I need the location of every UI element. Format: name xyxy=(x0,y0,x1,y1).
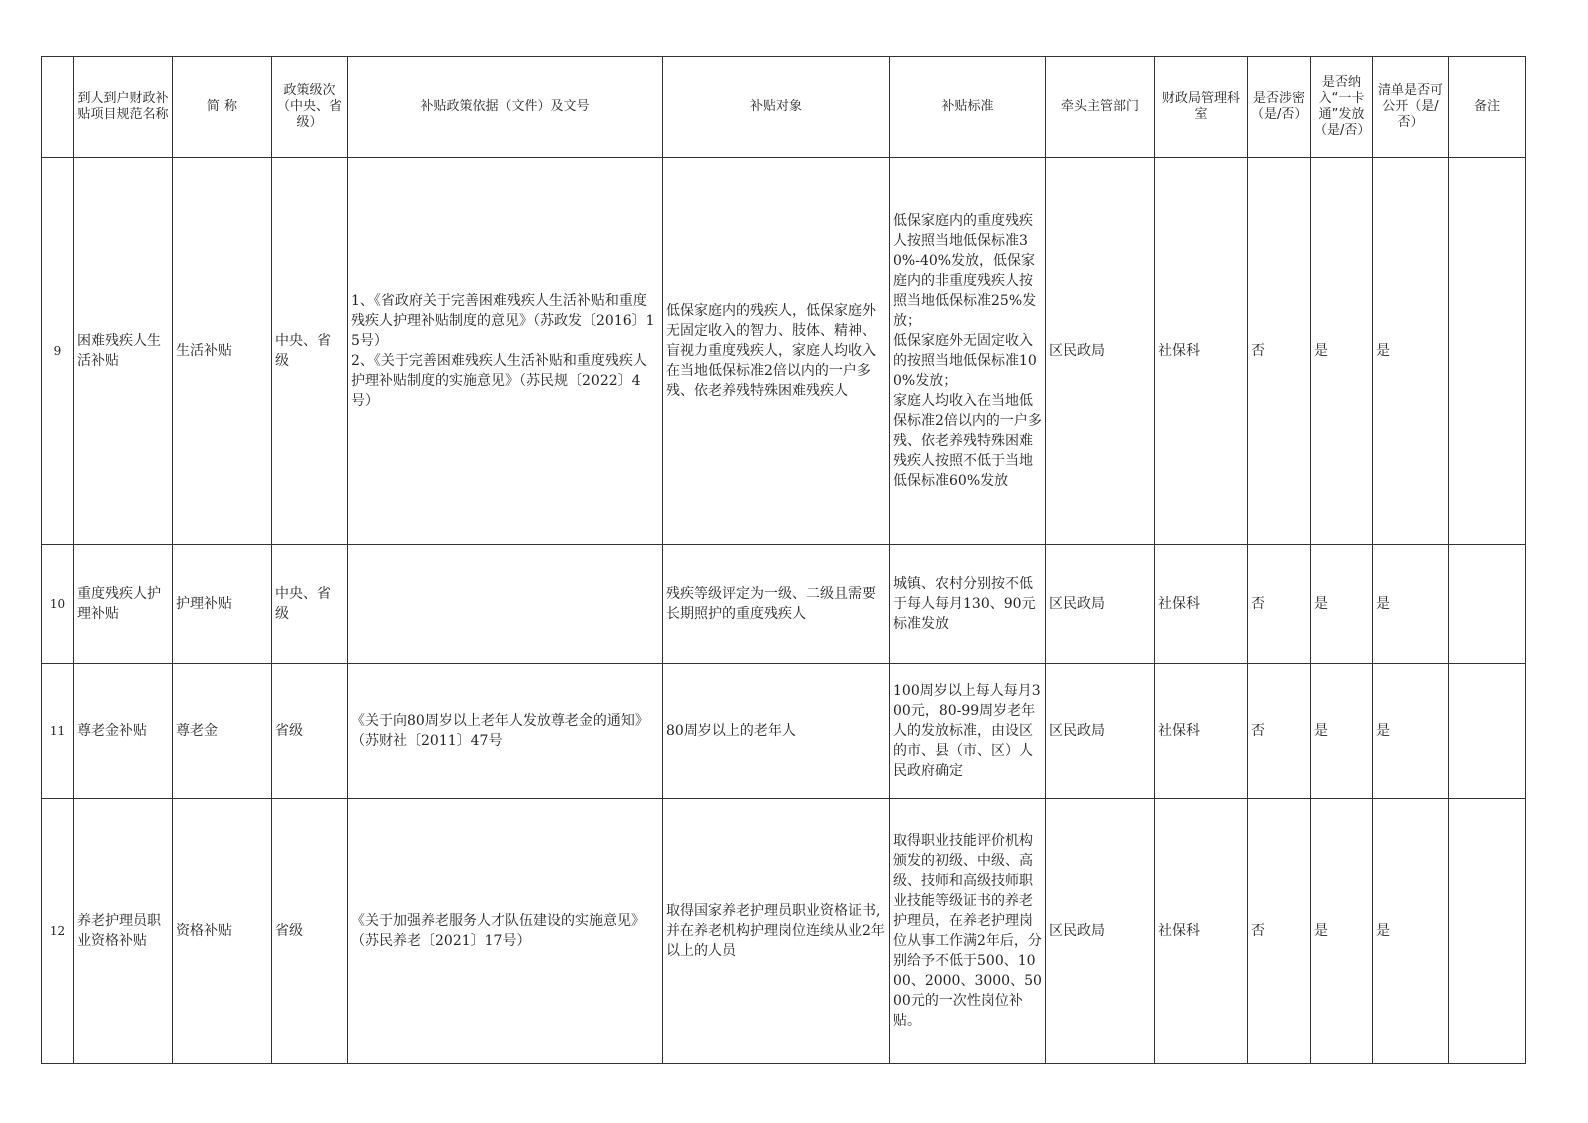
header-short-name: 简 称 xyxy=(173,57,272,158)
public-flag: 是 xyxy=(1373,799,1449,1064)
header-one-card: 是否纳入“一卡通”发放（是/否） xyxy=(1311,57,1373,158)
table-row xyxy=(42,545,1526,664)
short-name: 资格补贴 xyxy=(173,799,272,1064)
row-number: 9 xyxy=(42,158,74,545)
note xyxy=(1449,799,1526,1064)
policy-basis: 《关于加强养老服务人才队伍建设的实施意见》（苏民养老〔2021〕17号） xyxy=(348,799,663,1064)
lead-dept: 区民政局 xyxy=(1046,664,1155,799)
policy-level: 省级 xyxy=(272,799,348,1064)
policy-level: 省级 xyxy=(272,664,348,799)
subsidy-target: 取得国家养老护理员职业资格证书,并在养老机构护理岗位连续从业2年以上的人员 xyxy=(663,799,890,1064)
header-public: 清单是否可公开（是/否） xyxy=(1373,57,1449,158)
policy-level: 中央、省级 xyxy=(272,158,348,545)
subsidy-target: 80周岁以上的老年人 xyxy=(663,664,890,799)
secret-flag: 否 xyxy=(1248,664,1311,799)
public-flag: 是 xyxy=(1373,158,1449,545)
header-policy-basis: 补贴政策依据（文件）及文号 xyxy=(348,57,663,158)
row-number: 11 xyxy=(42,664,74,799)
header-row xyxy=(42,57,1526,158)
public-flag: 是 xyxy=(1373,545,1449,664)
lead-dept: 区民政局 xyxy=(1046,158,1155,545)
policy-basis xyxy=(348,545,663,664)
header-standard: 补贴标准 xyxy=(890,57,1046,158)
note xyxy=(1449,664,1526,799)
header-target: 补贴对象 xyxy=(663,57,890,158)
one-card-flag: 是 xyxy=(1311,545,1373,664)
note xyxy=(1449,545,1526,664)
subsidy-target: 残疾等级评定为一级、二级且需要长期照护的重度残疾人 xyxy=(663,545,890,664)
table-row xyxy=(42,158,1526,545)
table-row xyxy=(42,664,1526,799)
short-name: 生活补贴 xyxy=(173,158,272,545)
row-number: 10 xyxy=(42,545,74,664)
header-index xyxy=(42,57,74,158)
row-number: 12 xyxy=(42,799,74,1064)
short-name: 尊老金 xyxy=(173,664,272,799)
project-name: 养老护理员职业资格补贴 xyxy=(74,799,173,1064)
lead-dept: 区民政局 xyxy=(1046,545,1155,664)
header-project-name: 到人到户财政补贴项目规范名称 xyxy=(74,57,173,158)
header-policy-level: 政策级次（中央、省级） xyxy=(272,57,348,158)
table-row xyxy=(42,799,1526,1064)
subsidy-table xyxy=(41,56,1526,1064)
subsidy-standard: 低保家庭内的重度残疾人按照当地低保标准30%-40%发放，低保家庭内的非重度残疾人按照当地低保标准25%发放； 低保家庭外无固定收入的按照当地低保标准100%发放； 家庭人均收入在当地低保标准2倍以内的一户多残、依老养残特殊困难残疾人按照不低于当地低保标准60%发放 xyxy=(890,158,1046,545)
one-card-flag: 是 xyxy=(1311,664,1373,799)
subsidy-standard: 100周岁以上每人每月300元，80-99周岁老年人的发放标准，由设区的市、县（市、区）人民政府确定 xyxy=(890,664,1046,799)
short-name: 护理补贴 xyxy=(173,545,272,664)
header-finance-office: 财政局管理科室 xyxy=(1155,57,1248,158)
finance-office: 社保科 xyxy=(1155,545,1248,664)
project-name: 尊老金补贴 xyxy=(74,664,173,799)
note xyxy=(1449,158,1526,545)
header-note: 备注 xyxy=(1449,57,1526,158)
subsidy-target: 低保家庭内的残疾人，低保家庭外无固定收入的智力、肢体、精神、盲视力重度残疾人，家庭人均收入在当地低保标准2倍以内的一户多残、依老养残特殊困难残疾人 xyxy=(663,158,890,545)
project-name: 困难残疾人生活补贴 xyxy=(74,158,173,545)
header-secret: 是否涉密（是/否） xyxy=(1248,57,1311,158)
public-flag: 是 xyxy=(1373,664,1449,799)
one-card-flag: 是 xyxy=(1311,158,1373,545)
finance-office: 社保科 xyxy=(1155,158,1248,545)
secret-flag: 否 xyxy=(1248,545,1311,664)
subsidy-standard: 取得职业技能评价机构颁发的初级、中级、高级、技师和高级技师职业技能等级证书的养老护理员，在养老护理岗位从事工作满2年后，分别给予不低于500、1000、2000、3000、5000元的一次性岗位补贴。 xyxy=(890,799,1046,1064)
lead-dept: 区民政局 xyxy=(1046,799,1155,1064)
finance-office: 社保科 xyxy=(1155,799,1248,1064)
finance-office: 社保科 xyxy=(1155,664,1248,799)
policy-basis: 《关于向80周岁以上老年人发放尊老金的通知》（苏财社〔2011〕47号 xyxy=(348,664,663,799)
secret-flag: 否 xyxy=(1248,799,1311,1064)
policy-basis: 1、《省政府关于完善困难残疾人生活补贴和重度残疾人护理补贴制度的意见》（苏政发〔2016〕15号） 2、《关于完善困难残疾人生活补贴和重度残疾人护理补贴制度的实施意见》（苏民规〔2022〕4号） xyxy=(348,158,663,545)
one-card-flag: 是 xyxy=(1311,799,1373,1064)
subsidy-standard: 城镇、农村分别按不低于每人每月130、90元标准发放 xyxy=(890,545,1046,664)
header-lead-dept: 牵头主管部门 xyxy=(1046,57,1155,158)
policy-level: 中央、省级 xyxy=(272,545,348,664)
project-name: 重度残疾人护理补贴 xyxy=(74,545,173,664)
secret-flag: 否 xyxy=(1248,158,1311,545)
